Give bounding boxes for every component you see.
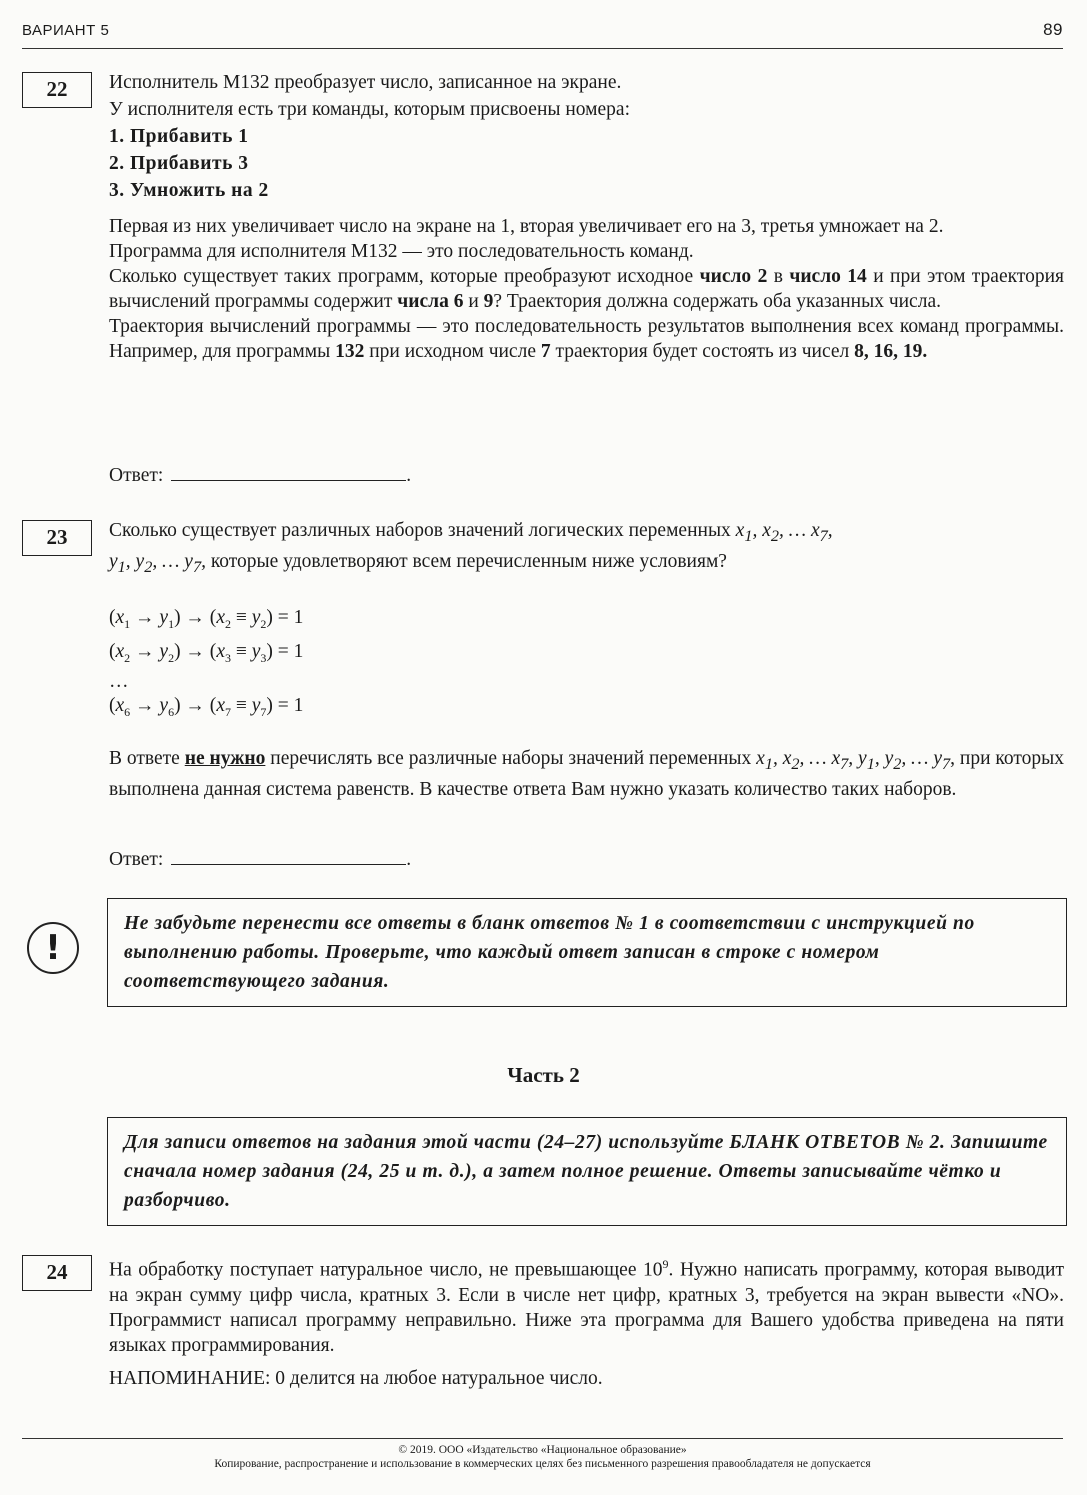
answer-blank[interactable] <box>171 846 406 865</box>
page-number: 89 <box>1043 20 1063 39</box>
command-2: 2. Прибавить 3 <box>109 153 249 174</box>
command-1: 1. Прибавить 1 <box>109 126 249 147</box>
task-22-body <box>109 214 1064 364</box>
task-23-note: В ответе не нужно перечислять все различные наборы значений переменных $x_1$, $x_2$, … $x_7$, $y_1$, $y_2$, … $y_7$, при которых выполнена данная система равенств. В качестве ответа Вам нужно указать количество таких наборов. <box>109 748 1065 800</box>
task-22-p2: Программа для исполнителя М132 — это последовательность команд. <box>109 241 694 262</box>
part-2-instruction: Для записи ответов на задания этой части (24–27) используйте БЛАНК ОТВЕТОВ № 2. Запишите сначала номер задания (24, 25 и т. д.), а затем полное решение. Ответы записывайте чётко и разборчиво. <box>107 1117 1067 1226</box>
equation-1: $(x_1 \to y_1) \to (x_2 \equiv y_2) = 1$ <box>109 607 304 631</box>
task-22-p3: Сколько существует таких программ, которые преобразуют исходное число 2 в число 14 и при этом траектория вычислений программы содержит числа 6 и 9? Траектория должна содержать оба указанных числа. <box>109 266 1065 312</box>
command-3: 3. Умножить на 2 <box>109 180 269 201</box>
notice-box: Не забудьте перенести все ответы в бланк ответов № 1 в соответствии с инструкцией по выполнению работы. Проверьте, что каждый ответ записан в строке с номером соответствующего задания. <box>107 898 1067 1007</box>
task-22-intro-2: У исполнителя есть три команды, которым присвоены номера: <box>109 99 630 120</box>
task-22-intro-1: Исполнитель М132 преобразует число, записанное на экране. <box>109 72 622 93</box>
task-23-answer: Ответ: . <box>109 846 411 871</box>
equation-2: $(x_2 \to y_2) \to (x_3 \equiv y_3) = 1$ <box>109 640 304 665</box>
task-23-question: Сколько существует различных наборов значений логических переменных $x_1$, $x_2$, … $x_7$, $y_1$, $y_2$, … $y_7$, которые удовлетворяют всем перечисленным ниже условиям? <box>109 520 833 576</box>
equation-3: $(x_6 \to y_6) \to (x_7 \equiv y_7) = 1$ <box>109 694 304 719</box>
answer-label: Ответ: <box>109 849 164 870</box>
task-22-answer: Ответ: . <box>109 462 411 487</box>
task-24-number: 24 <box>22 1255 92 1291</box>
equation-ellipsis: … <box>109 670 129 692</box>
copyright-footer <box>22 1438 1063 1471</box>
task-22-p4: Траектория вычислений программы — это последовательность результатов выполнения всех команд программы. Например, для программы 132 при исходном числе 7 траектория будет состоять из чисел 8, 16, 19. <box>109 316 1064 362</box>
exclamation-icon: ! <box>27 922 79 974</box>
variant-label: ВАРИАНТ 5 <box>22 22 110 39</box>
copyright-line: © 2019. ООО «Издательство «Национальное образование» <box>398 1444 687 1456</box>
task-24-reminder: НАПОМИНАНИЕ: 0 делится на любое натуральное число. <box>109 1367 603 1389</box>
task-24-text: На обработку поступает натуральное число, не превышающее $10^9$. Нужно написать программу, которая выводит на экран сумму цифр числа, кратных 3. Если в числе нет цифр, кратных 3, требуется на экран вывести «NO». Программист написал программу неправильно. Ниже эта программа для Вашего удобства приведена на пяти языках программирования. НАПОМИНАНИЕ: 0 делится на любое натуральное число. <box>109 1257 1065 1389</box>
task-23-equations <box>109 604 303 726</box>
copyright-notice: Копирование, распространение и использование в коммерческих целях без письменного разрешения правообладателя не допускается <box>214 1458 871 1470</box>
answer-label: Ответ: <box>109 465 164 486</box>
task-22-p1: Первая из них увеличивает число на экране на 1, вторая увеличивает его на 3, третья умножает на 2. <box>109 216 944 237</box>
task-22-text <box>109 70 1064 203</box>
part-2-title: Часть 2 <box>507 1063 580 1087</box>
answer-blank[interactable] <box>171 462 406 481</box>
task-22-number: 22 <box>22 72 92 108</box>
task-23-number: 23 <box>22 520 92 556</box>
page-header <box>22 14 1063 49</box>
